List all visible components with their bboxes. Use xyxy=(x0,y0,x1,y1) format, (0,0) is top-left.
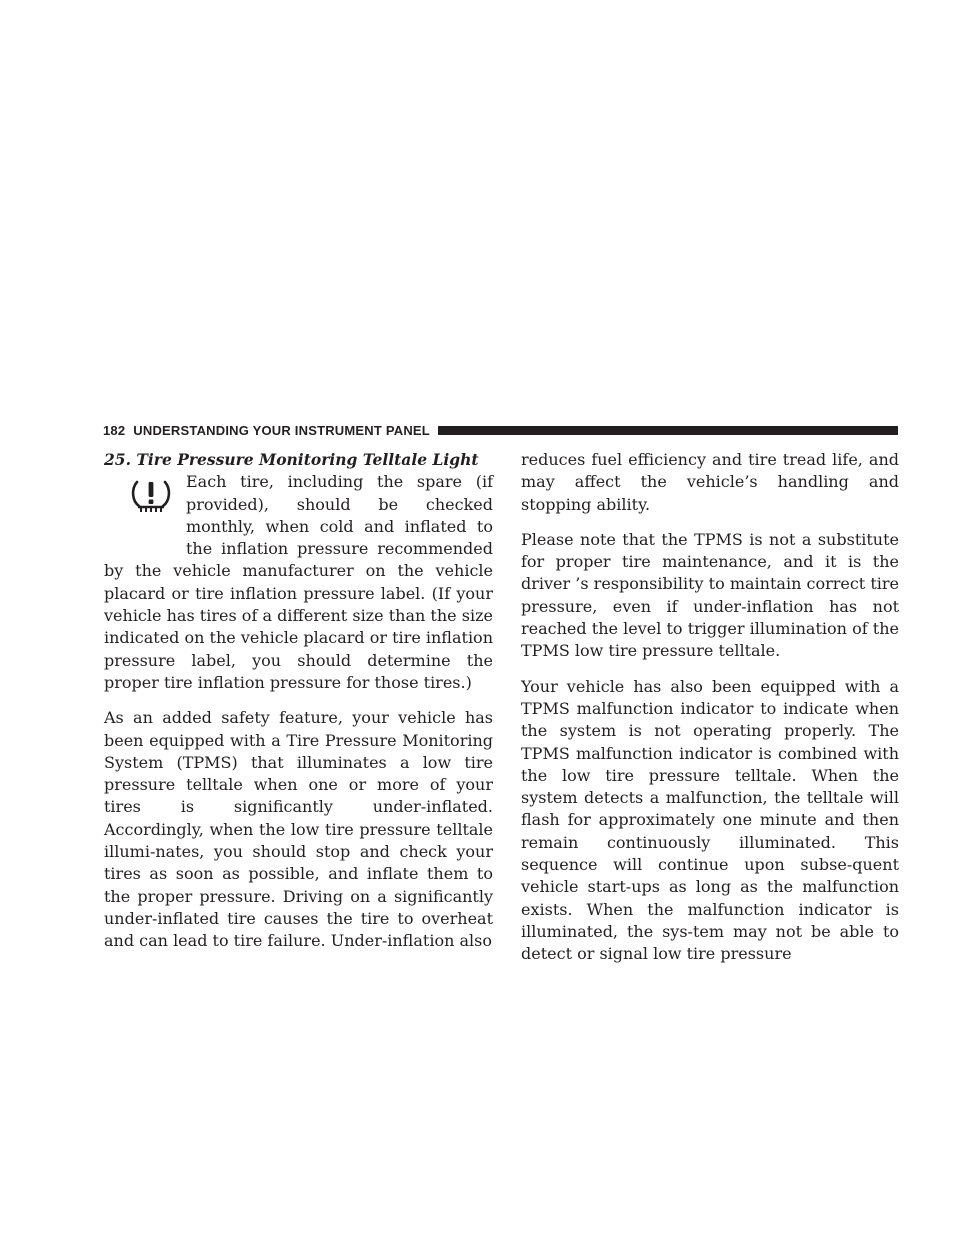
tire-pressure-warning-icon xyxy=(104,471,184,557)
header-rule xyxy=(438,426,898,435)
section-title: UNDERSTANDING YOUR INSTRUMENT PANEL xyxy=(133,422,430,438)
paragraph-1-text: Each tire, including the spare (if provided), should be checked monthly, when cold and inflated to the inflation pressure recommended by the vehicle manufacturer on the vehicle placard or tire inflation pressure label. (If your vehicle has tires of a different size than the size indicated on the vehicle placard or tire inflation pressure label, you should determine the proper tire inflation pressure for those tires.) xyxy=(104,472,493,692)
running-header xyxy=(103,419,898,441)
paragraph-5: Your vehicle has also been equipped with a TPMS malfunction indicator to indicate when the system is not operating properly. The TPMS malfunction indicator is combined with the low tire pressure telltale. When the system detects a malfunction, the telltale will flash for approximately one minute and then remain continuously illuminated. This sequence will continue upon subse-quent vehicle start-ups as long as the malfunction exists. When the malfunction indicator is illuminated, the sys-tem may not be able to detect or signal low tire pressure xyxy=(521,676,899,964)
paragraph-2: As an added safety feature, your vehicle has been equipped with a Tire Pressure Monitoring System (TPMS) that illuminates a low tire pressure telltale when one or more of your tires is significantly under-inflated. Accordingly, when the low tire pressure telltale illumi-nates, you should stop and check your tires as soon as possible, and inflate them to the proper pressure. Driving on a significantly under-inflated tire causes the tire to overheat and can lead to tire failure. Under-inflation also xyxy=(104,708,493,951)
page-number: 182 xyxy=(103,422,126,438)
paragraph-1 xyxy=(104,471,493,694)
paragraph-3: reduces fuel efficiency and tire tread life, and may affect the vehicle’s handling and stopping ability. xyxy=(521,450,899,514)
left-column xyxy=(104,449,493,966)
paragraph-4: Please note that the TPMS is not a substitute for proper tire maintenance, and it is the driver ’s responsibility to maintain correct tire pressure, even if under-inflation has not reached the level to trigger illumination of the TPMS low tire pressure telltale. xyxy=(521,529,899,661)
item-heading: 25. Tire Pressure Monitoring Telltale Light xyxy=(104,450,479,469)
right-column xyxy=(521,449,899,979)
